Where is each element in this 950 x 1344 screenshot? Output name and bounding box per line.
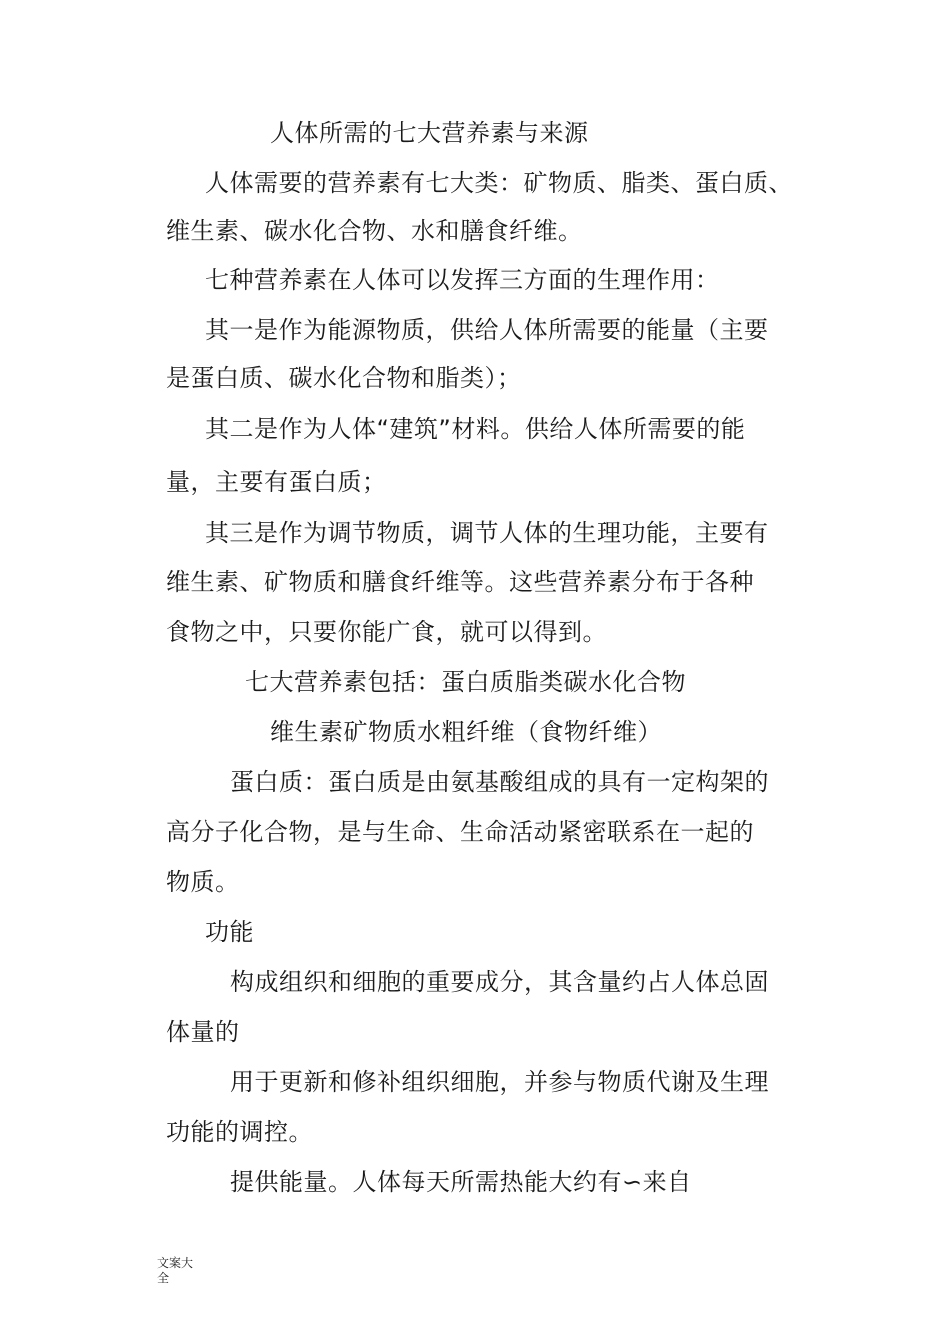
document-title: 人体所需的七大营养素与来源: [270, 119, 589, 147]
footer-line: 全: [157, 1271, 170, 1285]
text-line: 物质。: [166, 868, 240, 896]
text-line: 提供能量。人体每天所需热能大约有∽来自: [230, 1168, 692, 1196]
text-line: 维生素、碳水化合物、水和膳食纤维。: [166, 217, 583, 245]
text-line: 维生素、矿物质和膳食纤维等。这些营养素分布于各种: [166, 568, 754, 596]
text-line: 用于更新和修补组织细胞，并参与物质代谢及生理: [230, 1068, 769, 1096]
text-line: 量，主要有蛋白质；: [166, 468, 387, 496]
text-line: 是蛋白质、碳水化合物和脂类）；: [166, 364, 522, 392]
text-line: 功能的调控。: [166, 1118, 313, 1146]
footer-line: 文案大: [157, 1256, 194, 1270]
text-line: 其一是作为能源物质，供给人体所需要的能量（主要: [205, 316, 769, 344]
text-line: 高分子化合物，是与生命、生命活动紧密联系在一起的: [166, 818, 754, 846]
text-line: 其二是作为人体“建筑”材料。供给人体所需要的能: [205, 415, 746, 443]
text-line: 构成组织和细胞的重要成分，其含量约占人体总固: [230, 968, 769, 996]
text-line: 其三是作为调节物质，调节人体的生理功能，主要有: [205, 519, 769, 547]
text-line: 七种营养素在人体可以发挥三方面的生理作用：: [205, 266, 720, 294]
text-line: 体量的: [166, 1018, 240, 1046]
text-line: 七大营养素包括：蛋白质脂类碳水化合物: [245, 668, 686, 696]
text-line: 食物之中，只要你能广食，就可以得到。: [166, 618, 607, 646]
text-line: 人体需要的营养素有七大类：矿物质、脂类、蛋白质、: [205, 169, 793, 197]
text-line: 蛋白质：蛋白质是由氨基酸组成的具有一定构架的: [230, 768, 769, 796]
section-heading: 功能: [205, 918, 254, 946]
text-line: 维生素矿物质水粗纤维（食物纤维）: [270, 718, 662, 746]
footer-label: [157, 1256, 193, 1286]
